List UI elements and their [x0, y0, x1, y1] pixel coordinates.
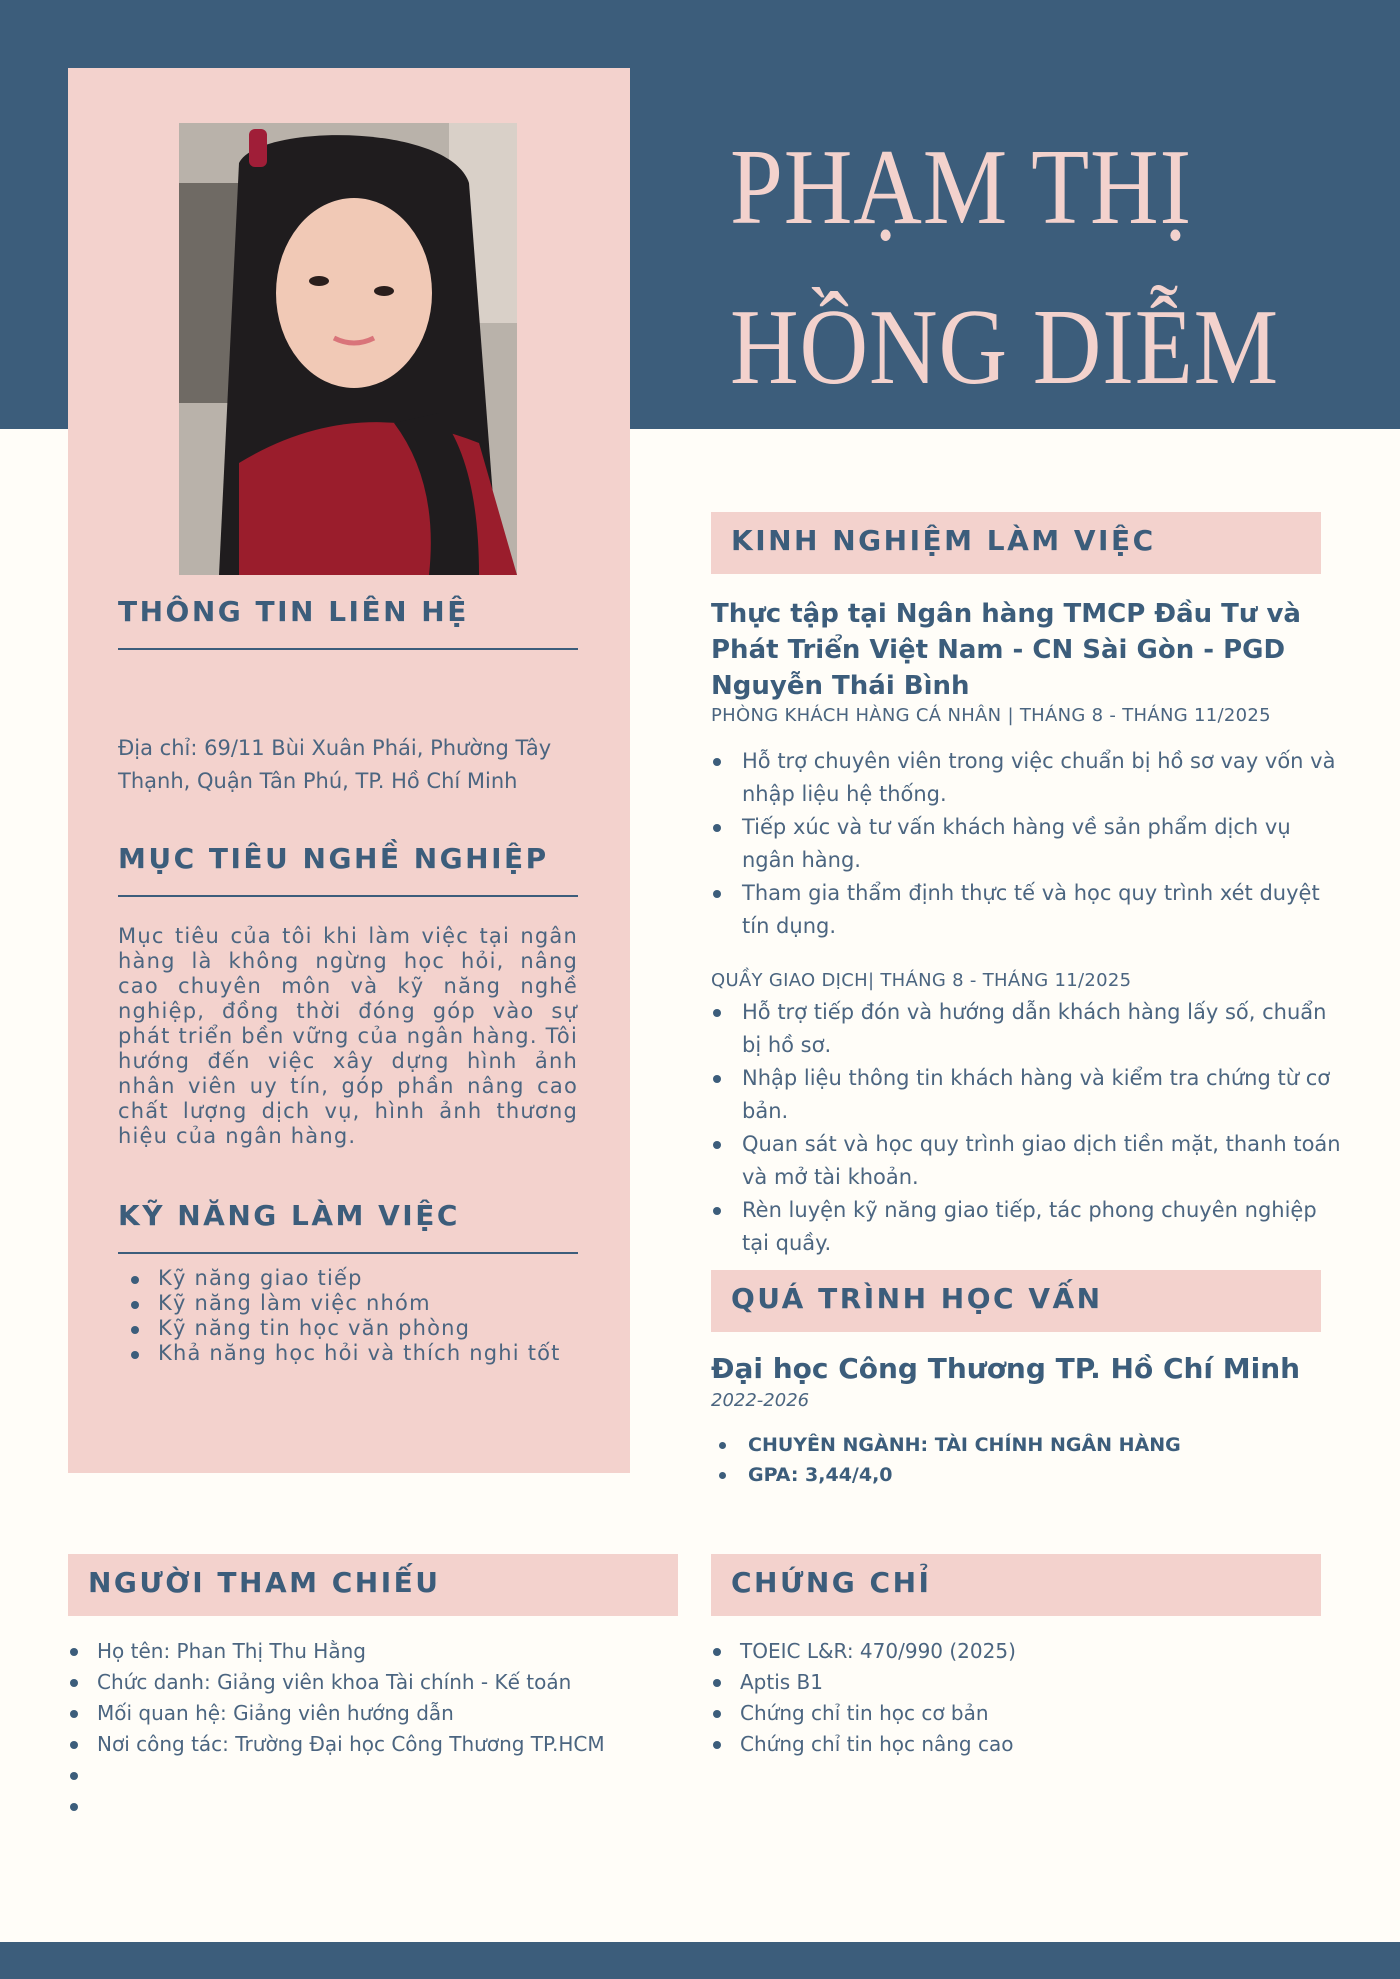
certificate-item: Chứng chỉ tin học nâng cao [711, 1729, 1331, 1760]
portrait-icon [179, 123, 517, 575]
education-detail: GPA: 3,44/4,0 [711, 1460, 1181, 1490]
role-2-bullets [711, 996, 1341, 1260]
experience-header-bar [711, 512, 1321, 574]
certificates-title: CHỨNG CHỈ [731, 1566, 932, 1599]
job-title: Thực tập tại Ngân hàng TMCP Đầu Tư và Phát Triển Việt Nam - CN Sài Gòn - PGD Nguyễn Thái Bình [711, 599, 1301, 701]
skill-item: Kỹ năng giao tiếp [118, 1266, 578, 1291]
contact-section [118, 595, 578, 798]
education-title: QUÁ TRÌNH HỌC VẤN [731, 1282, 1103, 1315]
name-line-2: HỒNG DIỄM [730, 288, 1280, 407]
skill-item: Kỹ năng làm việc nhóm [118, 1291, 578, 1316]
role-bullet: Hỗ trợ tiếp đón và hướng dẫn khách hàng lấy số, chuẩn bị hồ sơ. [711, 996, 1341, 1062]
objective-title: MỤC TIÊU NGHỀ NGHIỆP [118, 842, 549, 875]
role-bullet: Hỗ trợ chuyên viên trong việc chuẩn bị hồ sơ vay vốn và nhập liệu hệ thống. [711, 745, 1341, 811]
reference-item: Chức danh: Giảng viên khoa Tài chính - Kế toán [68, 1667, 688, 1698]
candidate-name [730, 108, 1293, 428]
objective-section [118, 842, 578, 1149]
skills-list [118, 1266, 578, 1366]
contact-title: THÔNG TIN LIÊN HỆ [118, 595, 469, 628]
reference-item: Mối quan hệ: Giảng viên hướng dẫn [68, 1698, 688, 1729]
reference-item-empty [68, 1791, 688, 1822]
school-name: Đại học Công Thương TP. Hồ Chí Minh [711, 1352, 1301, 1385]
role-bullet: Tiếp xúc và tư vấn khách hàng về sản phẩm dịch vụ ngân hàng. [711, 811, 1341, 877]
skill-item: Kỹ năng tin học văn phòng [118, 1316, 578, 1341]
reference-item-empty [68, 1760, 688, 1791]
reference-item: Họ tên: Phan Thị Thu Hằng [68, 1636, 688, 1667]
references-title: NGƯỜI THAM CHIẾU [88, 1566, 441, 1599]
certificate-item: Chứng chỉ tin học cơ bản [711, 1698, 1331, 1729]
certificate-item: TOEIC L&R: 470/990 (2025) [711, 1636, 1331, 1667]
education-details [711, 1430, 1181, 1490]
skills-title: KỸ NĂNG LÀM VIỆC [118, 1199, 460, 1232]
skill-item: Khả năng học hỏi và thích nghi tốt [118, 1341, 578, 1366]
role-meta-1: PHÒNG KHÁCH HÀNG CÁ NHÂN | THÁNG 8 - THÁNG 11/2025 [711, 705, 1271, 726]
role-bullet: Rèn luyện kỹ năng giao tiếp, tác phong chuyên nghiệp tại quầy. [711, 1194, 1341, 1260]
references-list [68, 1636, 688, 1822]
role-bullet: Nhập liệu thông tin khách hàng và kiểm tra chứng từ cơ bản. [711, 1062, 1341, 1128]
certificates-list [711, 1636, 1331, 1760]
name-line-1: PHẠM THỊ [730, 128, 1193, 247]
references-header-bar [68, 1554, 678, 1616]
education-header-bar [711, 1270, 1321, 1332]
objective-text: Mục tiêu của tôi khi làm việc tại ngân hàng là không ngừng học hỏi, nâng cao chuyên môn và kỹ năng nghề nghiệp, đồng thời đóng góp vào sự phát triển bền vững của ngân hàng. Tôi hướng đến việc xây dựng hình ảnh nhân viên uy tín, góp phần nâng cao chất lượng dịch vụ, hình ảnh thương hiệu của ngân hàng. [118, 924, 578, 1148]
certificate-item: Aptis B1 [711, 1667, 1331, 1698]
certificates-header-bar [711, 1554, 1321, 1616]
section-divider [118, 1252, 578, 1254]
experience-title: KINH NGHIỆM LÀM VIỆC [731, 524, 1156, 557]
role-meta-2: QUẦY GIAO DỊCH| THÁNG 8 - THÁNG 11/2025 [711, 970, 1132, 991]
section-divider [118, 648, 578, 650]
left-sidebar-panel [68, 68, 630, 1473]
skills-section [118, 1199, 578, 1366]
role-bullet: Tham gia thẩm định thực tế và học quy trình xét duyệt tín dụng. [711, 877, 1341, 943]
reference-item: Nơi công tác: Trường Đại học Công Thương TP.HCM [68, 1729, 688, 1760]
school-years: 2022-2026 [711, 1390, 810, 1411]
footer-band [0, 1942, 1400, 1979]
education-detail: CHUYÊN NGÀNH: TÀI CHÍNH NGÂN HÀNG [711, 1430, 1181, 1460]
role-1-bullets [711, 745, 1341, 943]
role-bullet: Quan sát và học quy trình giao dịch tiền mặt, thanh toán và mở tài khoản. [711, 1128, 1341, 1194]
profile-photo [179, 123, 517, 575]
contact-address: Địa chỉ: 69/11 Bùi Xuân Phái, Phường Tây Thạnh, Quận Tân Phú, TP. Hồ Chí Minh [118, 736, 552, 793]
section-divider [118, 895, 578, 897]
